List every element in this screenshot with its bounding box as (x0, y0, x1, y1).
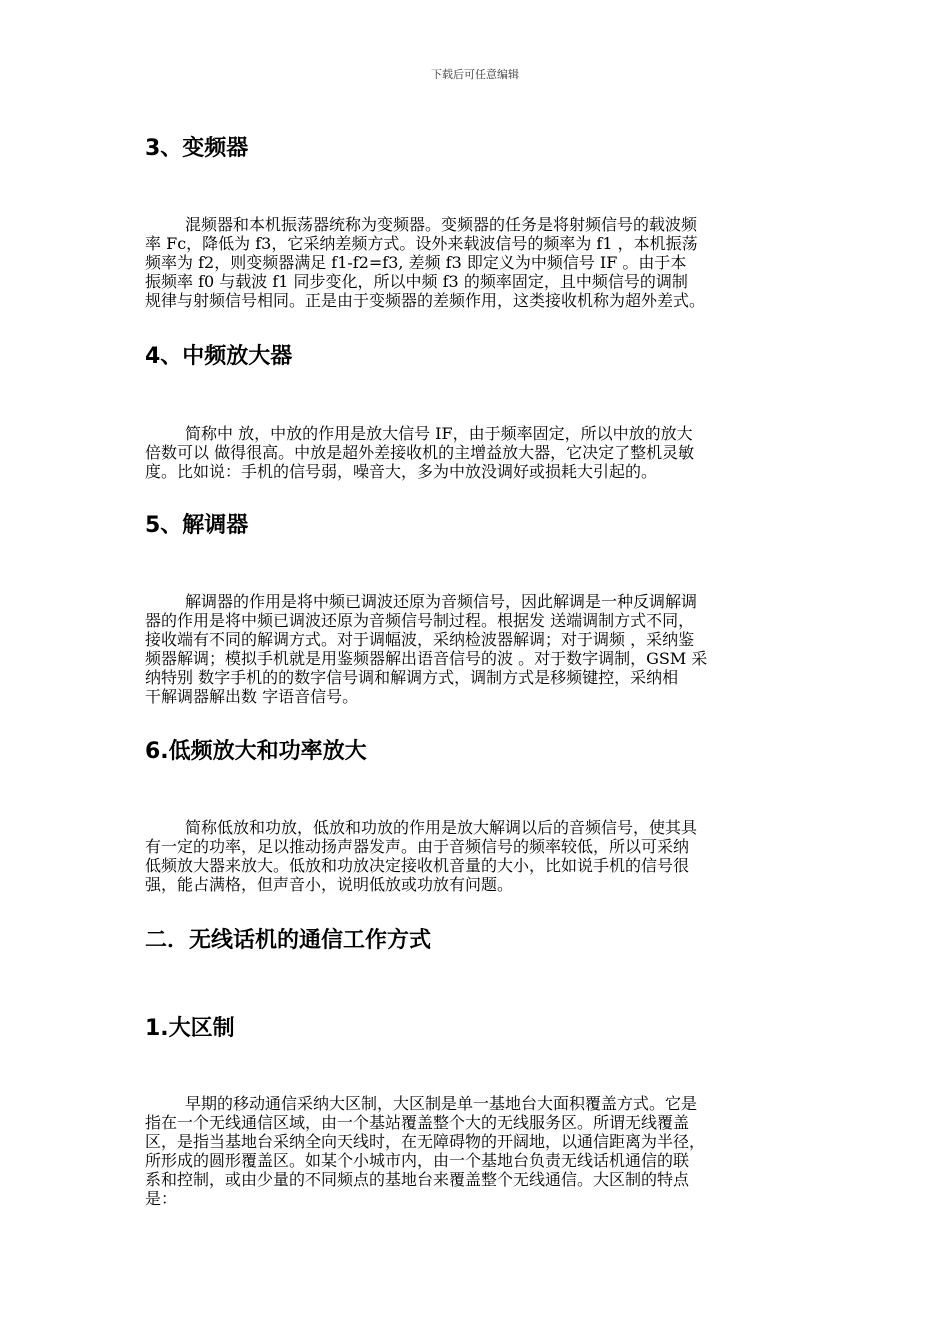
paragraph-line: 频器解调；模拟手机就是用鉴频器解出语音信号的波 。对于数字调制，GSM 采 (145, 649, 708, 668)
paragraph-line: 强，能占满格，但声音小，说明低放或功放有问题。 (145, 875, 514, 894)
section-heading-lf-power-amplifier: 6.低频放大和功率放大 (145, 739, 367, 764)
paragraph-line: 有一定的功率，足以推动扬声器发声。由于音频信号的频率较低，所以可采纳 (145, 837, 690, 856)
paragraph-line: 率 Fc，降低为 f3，它采纳差频方式。设外来载波信号的频率为 f1 ，本机振荡 (145, 234, 698, 253)
paragraph-line: 规律与射频信号相同。正是由于变频器的差频作用，这类接收机称为超外差式。 (145, 291, 706, 310)
paragraph-line: 早期的移动通信采纳大区制，大区制是单一基地台大面积覆盖方式。它是 (185, 1094, 698, 1113)
paragraph-line: 接收端有不同的解调方式。对于调幅波，采纳检波器解调；对于调频 ，采纳鉴 (145, 630, 695, 649)
paragraph-line: 是： (145, 1189, 178, 1208)
paragraph-if-amplifier (145, 424, 811, 481)
paragraph-line: 所形成的圆形覆盖区。如某个小城市内，由一个基地台负责无线话机通信的联 (145, 1151, 690, 1170)
paragraph-line: 指在一个无线通信区域，由一个基站覆盖整个大的无线服务区。所谓无线覆盖 (145, 1113, 690, 1132)
paragraph-line: 倍数可以 做得很高。中放是超外差接收机的主增益放大器，它决定了整机灵敏 (145, 443, 695, 462)
paragraph-lf-power-amplifier (145, 818, 811, 894)
section-heading-demodulator: 5、解调器 (145, 513, 249, 538)
paragraph-line: 干解调器解出数 字语音信号。 (145, 687, 359, 706)
chapter-heading-communication-modes: 二．无线话机的通信工作方式 (145, 928, 432, 953)
paragraph-line: 系和控制，或由少量的不同频点的基地台来覆盖整个无线通信。大区制的特点 (145, 1170, 690, 1189)
paragraph-frequency-converter (145, 215, 811, 310)
paragraph-demodulator (145, 592, 811, 706)
paragraph-line: 混频器和本机振荡器统称为变频器。变频器的任务是将射频信号的载波频 (185, 215, 698, 234)
section-heading-large-zone: 1.大区制 (145, 1016, 235, 1041)
paragraph-line: 器的作用是将中频已调波还原为音频信号制过程。根据发 送端调制方式不同， (145, 611, 695, 630)
paragraph-line: 解调器的作用是将中频已调波还原为音频信号，因此解调是一种反调解调 (185, 592, 698, 611)
paragraph-large-zone (145, 1094, 811, 1208)
page-header: 下载后可任意编辑 (431, 68, 519, 81)
paragraph-line: 频率为 f2，则变频器满足 f1-f2=f3, 差频 f3 即定义为中频信号 IF 。由于本 (145, 253, 687, 272)
section-heading-frequency-converter: 3、变频器 (145, 136, 249, 161)
paragraph-line: 纳特别 数字手机的的数字信号调和解调方式，调制方式是移频键控，采纳相 (145, 668, 679, 687)
paragraph-line: 区，是指当基地台采纳全向天线时，在无障碍物的开阔地，以通信距离为半径， (145, 1132, 706, 1151)
paragraph-line: 低频放大器来放大。低放和功放决定接收机音量的大小，比如说手机的信号很 (145, 856, 690, 875)
paragraph-line: 度。比如说：手机的信号弱，噪音大，多为中放没调好或损耗大引起的。 (145, 462, 658, 481)
paragraph-line: 简称中 放，中放的作用是放大信号 IF，由于频率固定，所以中放的放大 (185, 424, 693, 443)
section-heading-if-amplifier: 4、中频放大器 (145, 344, 293, 369)
paragraph-line: 简称低放和功放，低放和功放的作用是放大解调以后的音频信号，使其具 (185, 818, 698, 837)
paragraph-line: 振频率 f0 与载波 f1 同步变化，所以中频 f3 的频率固定，且中频信号的调制 (145, 272, 688, 291)
